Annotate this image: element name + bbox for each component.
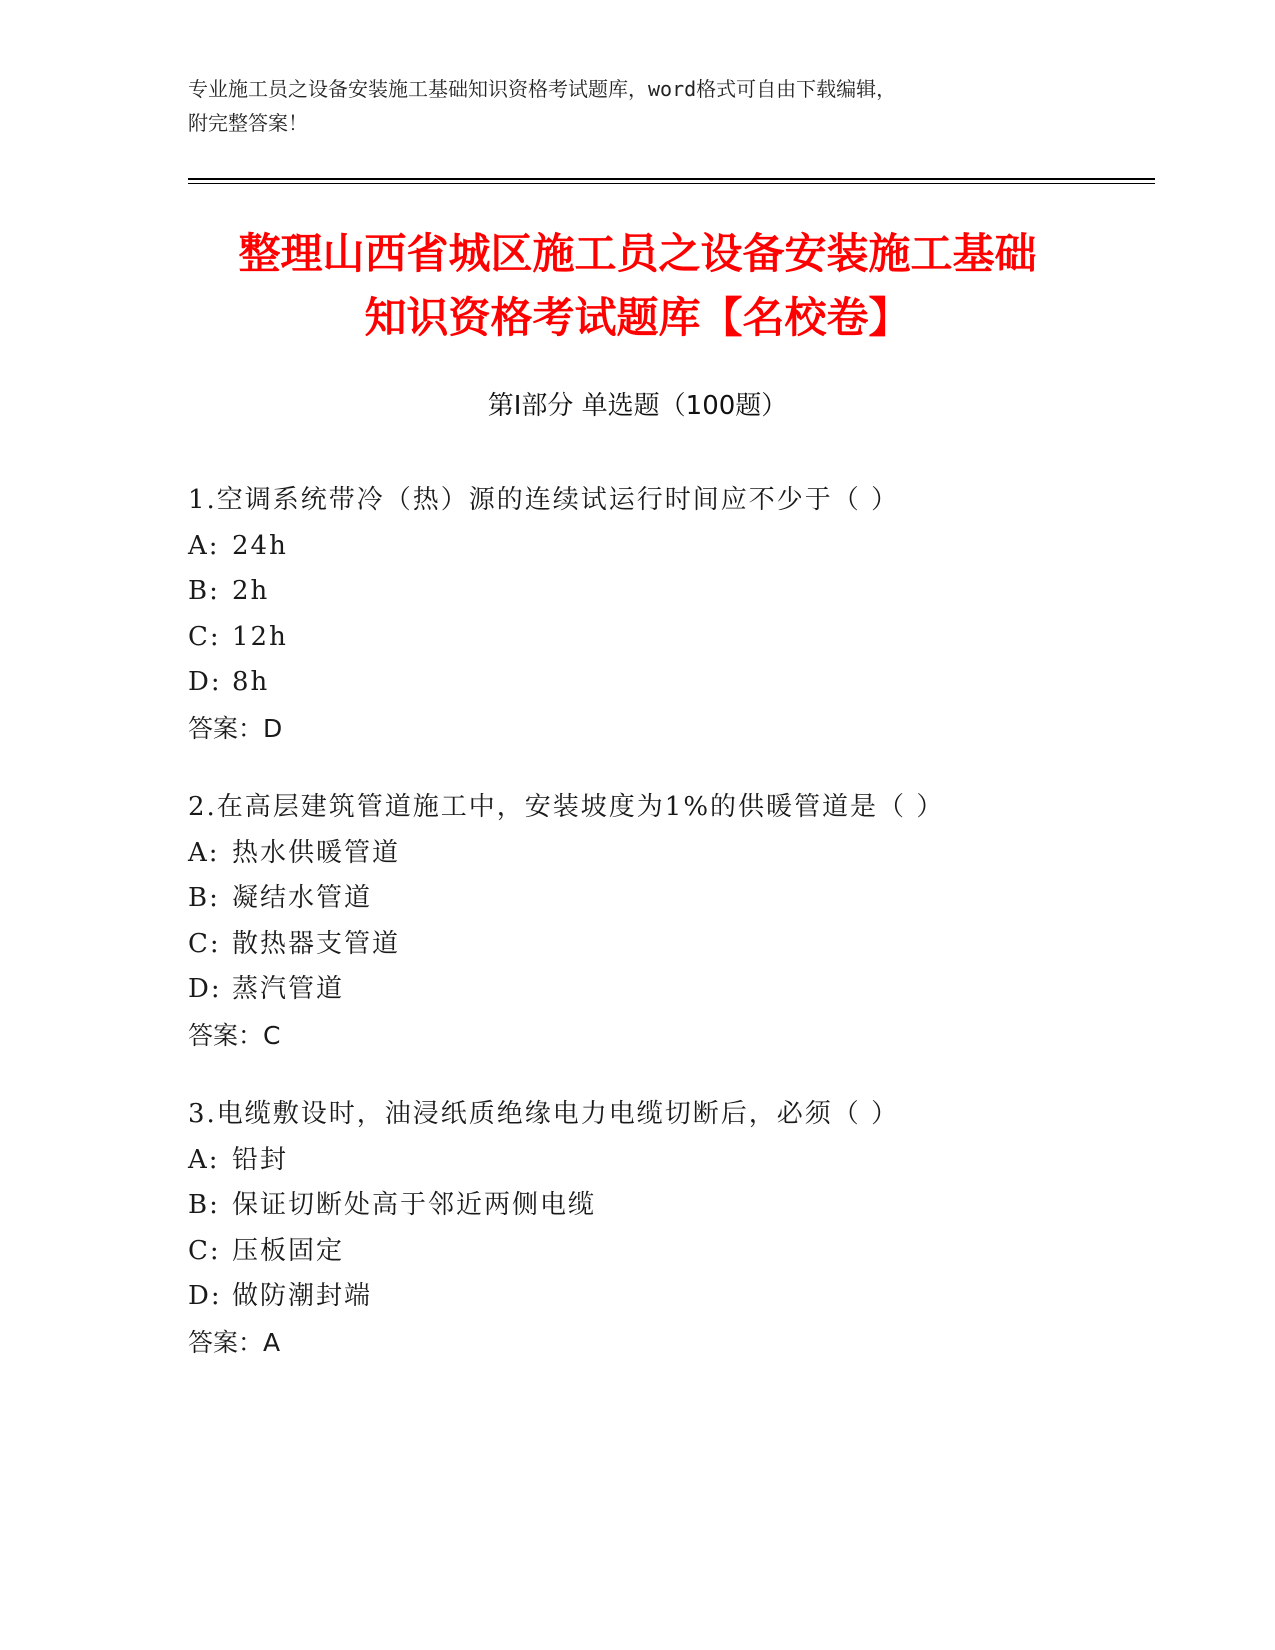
question-2 [188, 785, 1148, 1058]
header-note-line-2: 附完整答案！ [188, 111, 308, 135]
option-c [188, 1229, 1148, 1275]
option-letter: B: [188, 576, 220, 606]
option-letter: C: [188, 621, 221, 652]
option-b [188, 569, 1148, 615]
option-b [188, 1183, 1148, 1229]
option-text: 散热器支管道 [232, 928, 401, 959]
option-a [188, 524, 1148, 570]
option-text: 2h [232, 576, 270, 606]
document-title-line-1: 整理山西省城区施工员之设备安装施工基础 [238, 229, 1037, 278]
answer: 答案：C [188, 1020, 281, 1050]
option-letter: D: [188, 974, 222, 1004]
header-divider-thin [188, 183, 1155, 184]
option-c [188, 615, 1148, 661]
question-stem: 1.空调系统带冷（热）源的连续试运行时间应不少于（ ） [188, 485, 900, 515]
option-letter: B: [188, 883, 220, 913]
option-letter: C: [188, 928, 221, 959]
question-stem: 3.电缆敷设时，油浸纸质绝缘电力电缆切断后，必须（ ） [188, 1099, 900, 1129]
option-d [188, 967, 1148, 1013]
option-letter: A: [188, 530, 220, 561]
option-letter: D: [188, 1281, 222, 1311]
question-stem: 2.在高层建筑管道施工中，安装坡度为1%的供暖管道是（ ） [188, 792, 945, 822]
option-a [188, 831, 1148, 877]
option-letter: B: [188, 1190, 220, 1220]
header-note [188, 72, 1108, 140]
option-text: 12h [232, 621, 288, 652]
option-letter: D: [188, 667, 222, 697]
option-text: 蒸汽管道 [232, 974, 345, 1004]
header-note-line-1: 专业施工员之设备安装施工基础知识资格考试题库，word格式可自由下载编辑， [188, 77, 897, 101]
question-3 [188, 1092, 1148, 1365]
document-title-line-2: 知识资格考试题库【名校卷】 [364, 293, 911, 342]
option-text: 热水供暖管道 [232, 837, 401, 868]
option-b [188, 876, 1148, 922]
option-d [188, 1274, 1148, 1320]
option-d [188, 660, 1148, 706]
option-letter: A: [188, 837, 220, 868]
section-heading: 第Ⅰ部分 单选题（100题） [487, 391, 788, 421]
option-letter: C: [188, 1235, 221, 1266]
option-text: 24h [232, 530, 288, 561]
option-text: 做防潮封端 [232, 1281, 373, 1311]
option-c [188, 922, 1148, 968]
option-a [188, 1138, 1148, 1184]
option-text: 凝结水管道 [232, 883, 373, 913]
answer: 答案：A [188, 1327, 281, 1357]
document-title [120, 222, 1155, 350]
option-text: 铅封 [232, 1144, 289, 1175]
option-text: 8h [232, 667, 270, 697]
option-text: 保证切断处高于邻近两侧电缆 [232, 1190, 597, 1220]
option-text: 压板固定 [232, 1235, 345, 1266]
answer: 答案：D [188, 713, 283, 743]
question-1 [188, 478, 1148, 751]
question-list [188, 478, 1148, 1399]
header-divider-thick [188, 178, 1155, 180]
option-letter: A: [188, 1144, 220, 1175]
